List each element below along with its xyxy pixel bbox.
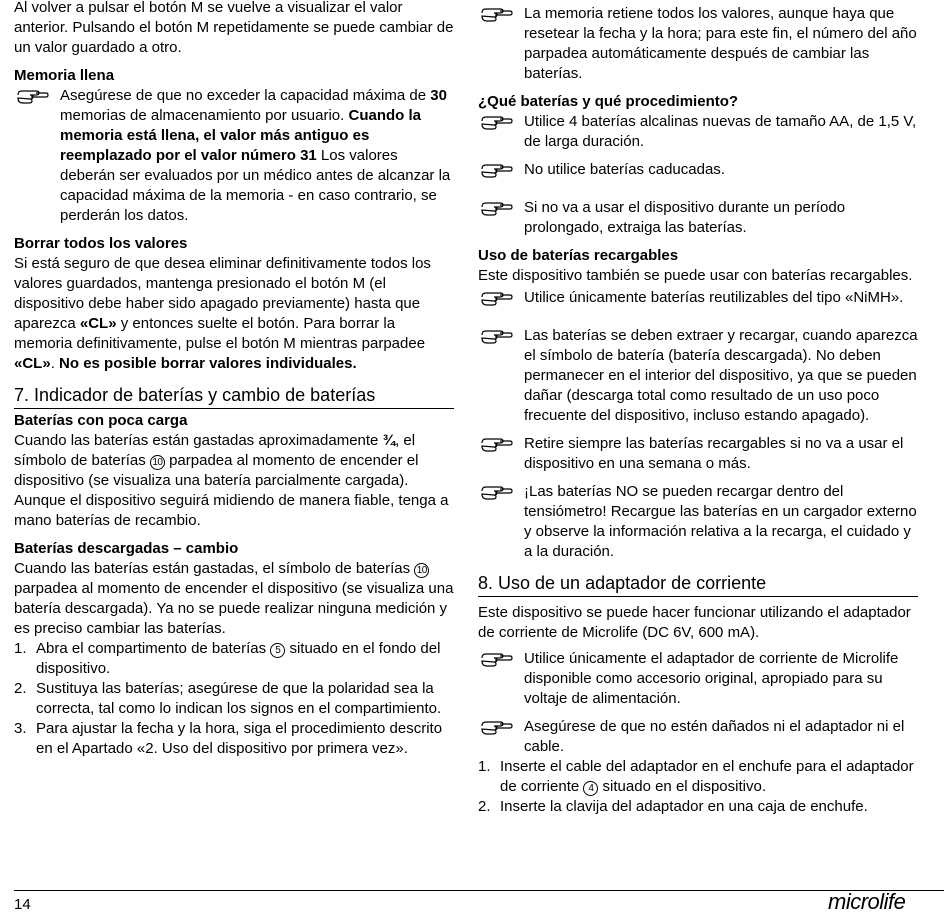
list-item: 1. Inserte el cable del adaptador en el enchufe para el adaptador de corriente 4 situado en el dispositivo. <box>478 758 914 795</box>
pointing-hand-icon <box>480 434 514 454</box>
right-column <box>478 0 918 817</box>
recargables-heading: Uso de baterías recargables <box>478 247 679 264</box>
descargadas-b: parpadea al momento de encender el dispositivo (se visualiza una batería descargada). Ya no se puede realizar ninguna medición y es preciso cambiar las baterías. <box>14 580 454 637</box>
battery-symbol-ref: 10 <box>150 455 165 470</box>
memoria-retiene-note: La memoria retiene todos los valores, aunque haya que resetear la fecha y la hora; para este fin, el número del año parpadea automáticamente después de cambiar las baterías. <box>478 4 918 84</box>
adaptador-note: Utilice únicamente el adaptador de corriente de Microlife disponible como accesorio original, apropiado para su voltaje de alimentación. <box>478 649 918 709</box>
danados-note: Asegúrese de que no estén dañados ni el adaptador ni el cable. <box>478 717 918 757</box>
memoria-note-b: 30 <box>430 87 447 104</box>
descargadas-heading: Baterías descargadas – cambio <box>14 540 239 557</box>
pointing-hand-icon <box>480 717 514 737</box>
pointing-hand-icon <box>480 160 514 180</box>
nimh-note: Utilice únicamente baterías reutilizables del tipo «NiMH». <box>478 288 918 308</box>
adapter-socket-ref: 4 <box>583 781 598 796</box>
borrar-f: No es posible borrar valores individuales. <box>59 355 357 372</box>
memoria-note-e: Los valores deberán ser evaluados por un médico antes de alcanzar la capacidad máxima de la memoria - en caso contrario, se perderán los datos. <box>60 147 451 224</box>
poca-carga-a: Cuando las baterías están gastadas aproximadamente <box>14 432 383 449</box>
poca-carga-b: ¾ <box>382 432 396 449</box>
adaptador-intro: Este dispositivo se puede hacer funcionar utilizando el adaptador de corriente de Microlife (DC 6V, 600 mA). <box>478 604 911 641</box>
pointing-hand-icon <box>480 198 514 218</box>
left-column <box>14 0 454 759</box>
battery-symbol-ref: 10 <box>414 563 429 578</box>
section-7-heading: 7. Indicador de baterías y cambio de baterías <box>14 384 454 409</box>
extraer-note: Las baterías se deben extraer y recargar, cuando aparezca el símbolo de batería (batería descargada). No deben permanecer en el interior del dispositivo, ya que se pueden dañar (descarga total como resultado de un uso poco frecuente del dispositivo, incluso estando apagado). <box>478 326 918 426</box>
no-recargar-note: ¡Las baterías NO se pueden recargar dentro del tensiómetro! Recargue las baterías en un cargador externo y observe la información relativa a la recarga, el cuidado y a la duración. <box>478 482 918 562</box>
que-baterias-heading: ¿Qué baterías y qué procedimiento? <box>478 93 739 110</box>
pointing-hand-icon <box>480 482 514 502</box>
pointing-hand-icon <box>480 326 514 346</box>
pointing-hand-icon <box>16 86 50 106</box>
borrar-text <box>14 254 454 374</box>
retire-note: Retire siempre las baterías recargables si no va a usar el dispositivo en una semana o más. <box>478 434 918 474</box>
periodo-note: Si no va a usar el dispositivo durante un período prolongado, extraiga las baterías. <box>478 198 918 238</box>
list-item: 2. Sustituya las baterías; asegúrese de que la polaridad sea la correcta, tal como lo indican los signos en el compartimiento. <box>14 680 442 717</box>
borrar-d: «CL» <box>14 355 51 372</box>
caducadas-note: No utilice baterías caducadas. <box>478 160 918 180</box>
poca-carga-d: parpadea al momento de encender el dispositivo (se visualiza una batería parcialmente cargada). Aunque el dispositivo seguirá midiendo de manera fiable, tenga a mano baterías de recambio. <box>14 452 449 529</box>
list-item: 3. Para ajustar la fecha y la hora, siga el procedimiento descrito en el Apartado «2. Uso del dispositivo por primera vez». <box>14 720 443 757</box>
page-number: 14 <box>14 896 31 913</box>
list-item: 1. Abra el compartimento de baterías 5 situado en el fondo del dispositivo. <box>14 640 441 677</box>
microlife-logo: microlife <box>828 889 906 914</box>
borrar-heading: Borrar todos los valores <box>14 235 188 252</box>
memoria-note-d: Cuando la memoria está llena, el valor más antiguo es reemplazado por el valor número 31 <box>60 107 421 164</box>
memoria-note-a: Asegúrese de que no exceder la capacidad máxima de <box>60 87 431 104</box>
borrar-c: y entonces suelte el botón. Para borrar la memoria definitivamente, pulse el botón M mientras parpadee <box>14 315 426 352</box>
memory-recall-text: Al volver a pulsar el botón M se vuelve a visualizar el valor anterior. Pulsando el botón M repetidamente se puede cambiar de un valor guardado a otro. <box>14 0 454 56</box>
poca-carga-c: , el símbolo de baterías <box>14 432 416 469</box>
pointing-hand-icon <box>480 288 514 308</box>
pointing-hand-icon <box>480 4 514 24</box>
alcalinas-note: Utilice 4 baterías alcalinas nuevas de tamaño AA, de 1,5 V, de larga duración. <box>478 112 918 152</box>
list-item: 2. Inserte la clavija del adaptador en una caja de enchufe. <box>478 798 868 815</box>
borrar-a: Si está seguro de que desea eliminar definitivamente todos los valores guardados, mantenga presionado el botón M (el dispositivo debe haber sido apagado previamente) hasta que aparezca <box>14 255 431 332</box>
memoria-llena-note <box>14 86 454 226</box>
battery-compartment-ref: 5 <box>270 643 285 658</box>
section-8-heading: 8. Uso de un adaptador de corriente <box>478 572 918 597</box>
footer-divider <box>14 890 944 891</box>
borrar-e: . <box>50 355 60 372</box>
pointing-hand-icon <box>480 649 514 669</box>
battery-change-steps <box>14 639 454 759</box>
poca-carga-text <box>14 431 454 531</box>
descargadas-a: Cuando las baterías están gastadas, el símbolo de baterías <box>14 560 415 577</box>
memoria-note-c: memorias de almacenamiento por usuario. <box>60 107 349 124</box>
recargables-intro: Este dispositivo también se puede usar con baterías recargables. <box>478 267 913 284</box>
borrar-b: «CL» <box>79 315 117 332</box>
poca-carga-heading: Baterías con poca carga <box>14 412 188 429</box>
memoria-llena-heading: Memoria llena <box>14 67 115 84</box>
descargadas-text <box>14 559 454 639</box>
adapter-steps <box>478 757 918 817</box>
pointing-hand-icon <box>480 112 514 132</box>
